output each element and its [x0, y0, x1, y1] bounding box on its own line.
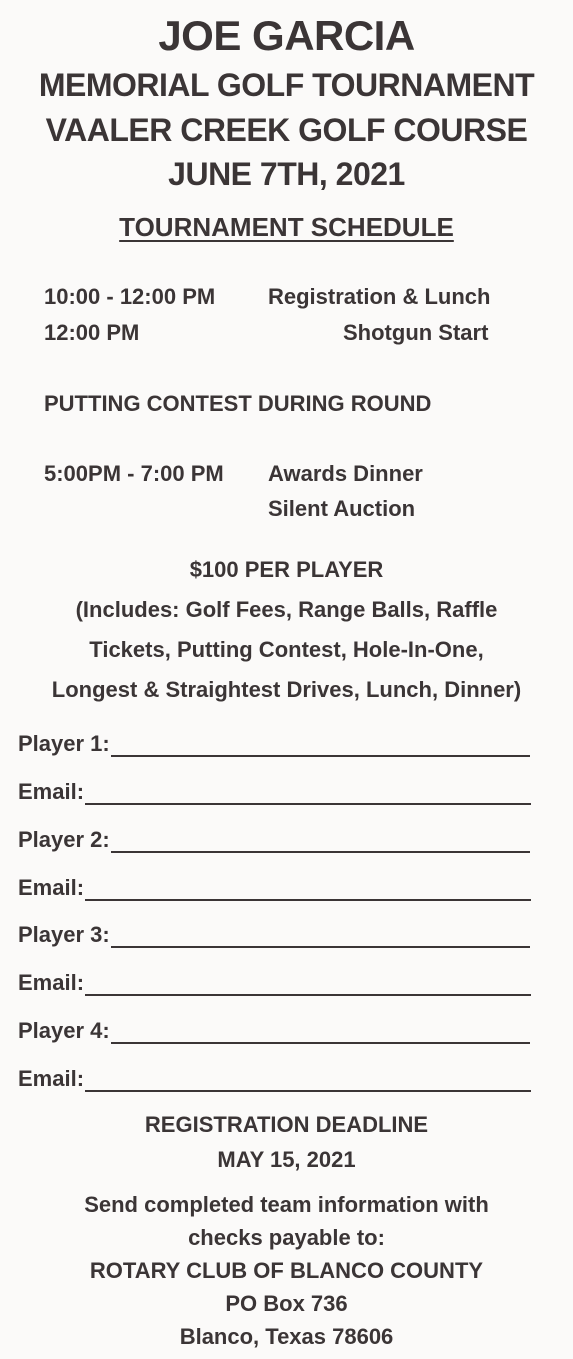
- player-3-label: Player 3:: [18, 922, 110, 947]
- email-1-blank[interactable]: [85, 783, 531, 805]
- player-4-blank[interactable]: [111, 1022, 530, 1044]
- player-2-label: Player 2:: [18, 827, 110, 852]
- player-1-blank[interactable]: [111, 735, 530, 757]
- email-1-label: Email:: [18, 779, 85, 804]
- venue-name: VAALER CREEK GOLF COURSE: [45, 112, 528, 148]
- schedule-activity-1: Registration & Lunch: [268, 284, 491, 309]
- email-3-blank[interactable]: [85, 974, 531, 996]
- player-1-field[interactable]: [18, 731, 530, 757]
- player-3-blank[interactable]: [111, 926, 530, 948]
- email-2-blank[interactable]: [85, 879, 531, 901]
- evening-activity-auction: Silent Auction: [268, 496, 416, 521]
- putting-contest-note: PUTTING CONTEST DURING ROUND: [44, 391, 432, 416]
- schedule-heading: TOURNAMENT SCHEDULE: [119, 212, 454, 242]
- mailing-line-5: Blanco, Texas 78606: [179, 1324, 394, 1349]
- schedule-activity-2: Shotgun Start: [343, 320, 489, 345]
- email-2-label: Email:: [18, 875, 85, 900]
- player-4-label: Player 4:: [18, 1018, 110, 1043]
- player-3-field[interactable]: [18, 922, 530, 948]
- event-title: MEMORIAL GOLF TOURNAMENT: [38, 67, 535, 103]
- player-2-blank[interactable]: [111, 831, 530, 853]
- email-3-label: Email:: [18, 970, 85, 995]
- schedule-time-2: 12:00 PM: [44, 320, 140, 345]
- honoree-name: JOE GARCIA: [158, 12, 415, 59]
- player-1-label: Player 1:: [18, 731, 110, 756]
- email-2-field[interactable]: [18, 875, 531, 901]
- includes-line-1: (Includes: Golf Fees, Range Balls, Raffle: [75, 597, 498, 622]
- schedule-time-1: 10:00 - 12:00 PM: [44, 284, 216, 309]
- deadline-heading: REGISTRATION DEADLINE: [144, 1112, 429, 1137]
- price-per-player: $100 PER PLAYER: [189, 557, 384, 582]
- email-4-blank[interactable]: [85, 1070, 531, 1092]
- mailing-line-2: checks payable to:: [188, 1225, 385, 1250]
- email-4-label: Email:: [18, 1066, 85, 1091]
- mailing-line-3: ROTARY CLUB OF BLANCO COUNTY: [89, 1258, 484, 1283]
- email-3-field[interactable]: [18, 970, 531, 996]
- mailing-line-4: PO Box 736: [225, 1291, 348, 1316]
- includes-line-3: Longest & Straightest Drives, Lunch, Dinner): [51, 677, 522, 702]
- player-2-field[interactable]: [18, 827, 530, 853]
- email-4-field[interactable]: [18, 1066, 531, 1092]
- deadline-date: MAY 15, 2021: [217, 1147, 356, 1172]
- includes-line-2: Tickets, Putting Contest, Hole-In-One,: [89, 637, 484, 662]
- player-4-field[interactable]: [18, 1018, 530, 1044]
- evening-activity-dinner: Awards Dinner: [268, 461, 423, 486]
- mailing-line-1: Send completed team information with: [84, 1192, 489, 1217]
- evening-time: 5:00PM - 7:00 PM: [44, 461, 224, 486]
- email-1-field[interactable]: [18, 779, 531, 805]
- event-date: JUNE 7TH, 2021: [168, 156, 405, 192]
